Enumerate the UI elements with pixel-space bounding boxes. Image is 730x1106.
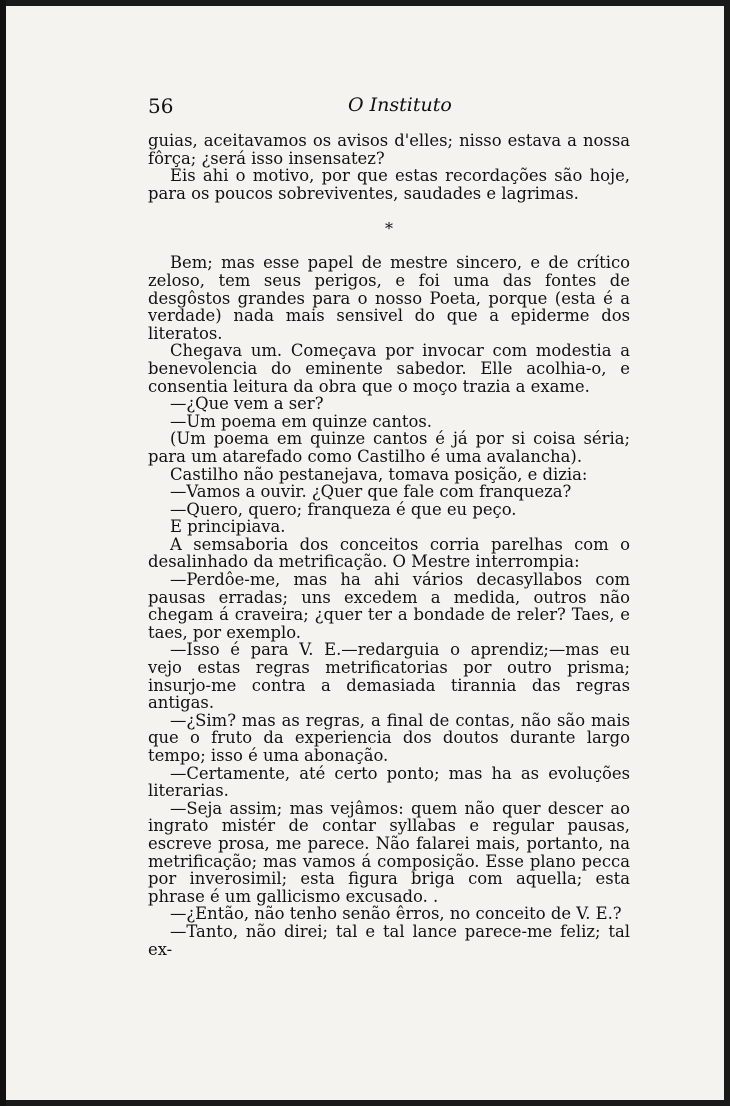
page-header (148, 94, 630, 122)
paragraph: Eis ahi o motivo, por que estas recordações são hoje, para os poucos sobreviventes, saudades e lagrimas. (148, 166, 630, 203)
dialogue-line: —Tanto, não direi; tal e tal lance parece-me feliz; tal ex- (148, 921, 630, 959)
dialogue-line: —¿Então, não tenho senão êrros, no conceito de V. E.? (170, 904, 622, 924)
running-title: O Instituto (348, 94, 452, 116)
dialogue-line: —Certamente, até certo ponto; mas ha as evoluções literarias. (148, 763, 630, 801)
dialogue-line: —Isso é para V. E.—redarguia o aprendiz;—mas eu vejo estas regras metrificatorias por outro prisma; insurjo-me contra a demasiada tirannia das regras antigas. (148, 640, 630, 713)
paragraph: guias, aceitavamos os avisos d'elles; nisso estava a nossa fôrça; ¿será isso insensatez? (148, 131, 630, 168)
dialogue-line: —¿Que vem a ser? (170, 394, 324, 414)
paragraph: E principiava. (170, 517, 286, 537)
dialogue-line: —Vamos a ouvir. ¿Quer que fale com franqueza? (170, 482, 572, 502)
paragraph: A semsaboria dos conceitos corria parelhas com o desalinhado da metrificação. O Mestre interrompia: (148, 534, 630, 572)
dialogue-line: —Um poema em quinze cantos. (170, 411, 432, 431)
page-number: 56 (148, 94, 174, 118)
section-break-asterisk: * (385, 219, 393, 239)
dialogue-line: —Perdôe-me, mas ha ahi vários decasyllabos com pausas erradas; uns excedem a medida, outros não chegam á craveira; ¿quer ter a bondade de reler? Taes, e taes, por exemplo. (148, 570, 630, 642)
paragraph: (Um poema em quinze cantos é já por si coisa séria; para um atarefado como Castilho é uma avalancha). (148, 429, 630, 466)
dialogue-line: —¿Sim? mas as regras, a final de contas, não são mais que o fruto da experiencia dos doutos durante largo tempo; isso é uma abonação. (148, 710, 630, 765)
dialogue-line: —Seja assim; mas vejâmos: quem não quer descer ao ingrato mistér de contar syllabas e regular pausas, escreve prosa, me parece. Não falarei mais, portanto, na metrificação; mas vamos á composição. Esse plano pecca por inverosimil; esta figura briga com aquella; esta phrase é um gallicismo excusado. . (148, 798, 630, 906)
paragraph: Castilho não pestanejava, tomava posição, e dizia: (170, 464, 588, 484)
dialogue-line: —Quero, quero; franqueza é que eu peço. (170, 499, 517, 519)
body-text (148, 132, 630, 958)
book-page (6, 6, 724, 1100)
paragraph: Chegava um. Começava por invocar com modestia a benevolencia do eminente sabedor. Elle acolhia-o, e consentia leitura da obra que o moço trazia a exame. (148, 341, 630, 396)
paragraph: Bem; mas esse papel de mestre sincero, e de crítico zeloso, tem seus perigos, e foi uma das fontes de desgôstos grandes para o nosso Poeta, porque (esta é a verdade) nada mais sensivel do que a epiderme dos literatos. (148, 253, 630, 343)
